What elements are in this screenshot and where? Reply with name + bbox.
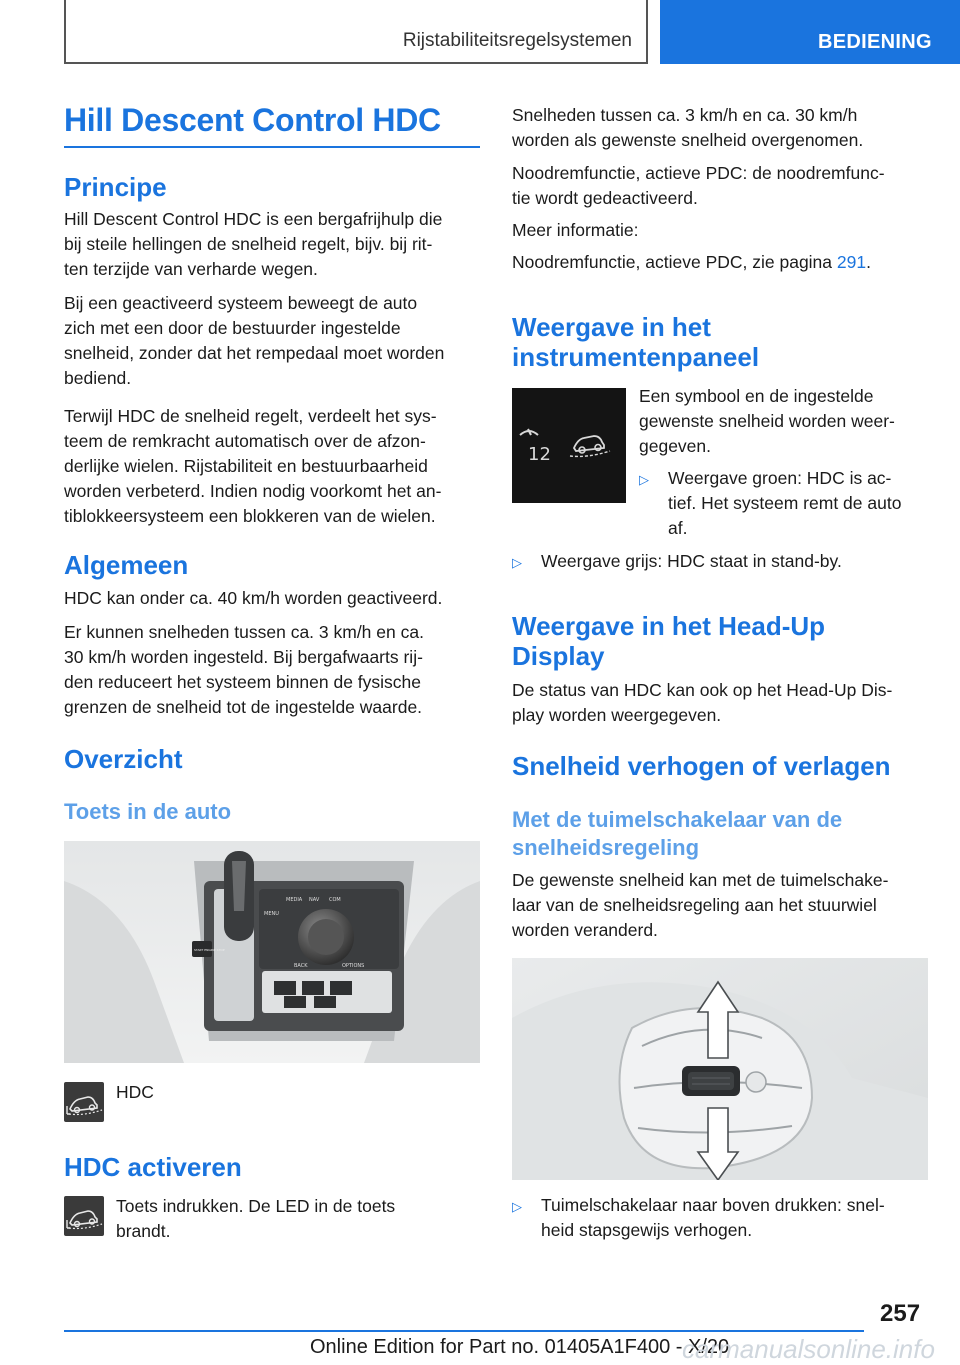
algemeen-paragraph-2: Er kunnen snelheden tussen ca. 3 km/h en ca. 30 km/h worden ingesteld. Bij bergafwaarts rij‐ den reduceert het systeem binnen de fysische grenzen de snelheid tot de ingestelde waarde. (64, 622, 424, 717)
triangle-bullet-icon: ▷ (639, 472, 649, 487)
console-label-menu: MENU (264, 911, 279, 917)
console-label-options: OPTIONS (342, 963, 365, 969)
hdc-activeren-text: Toets indrukken. De LED in de toets brandt. (116, 1196, 396, 1241)
heading-principe: Principe (64, 172, 167, 202)
console-label-media: MEDIA (286, 897, 303, 903)
footer-edition: Online Edition for Part no. 01405A1F400 - X/20 (310, 1336, 730, 1358)
header-chapter-tab[interactable] (660, 0, 960, 64)
hdc-icon-caption (64, 1082, 104, 1122)
instrument-bullet-1: ▷ Weergave groen: HDC is ac‐ tief. Het systeem remt de auto af. (639, 468, 902, 538)
footer-rule (64, 1330, 864, 1332)
subheading-tuimelschakelaar: Met de tuimelschakelaar van de snelheidsregeling (512, 807, 843, 860)
console-label-com: COM (329, 897, 341, 903)
header-chapter-title: BEDIENING (818, 31, 932, 53)
header-section-title: Rijstabiliteitsregelsystemen (402, 30, 632, 51)
center-console-image (64, 841, 480, 1063)
speed-text: De gewenste snelheid kan met de tuimelschake‐ laar van de snelheidsregeling aan het stuurwiel worden veranderd. (512, 870, 889, 940)
instrument-text: Een symbool en de ingestelde gewenste snelheid worden weer‐ gegeven. (639, 386, 895, 456)
page-title: Hill Descent Control HDC (64, 102, 441, 138)
page-link-291[interactable]: 291 (836, 252, 867, 272)
instrument-speed-value: 12 (528, 444, 551, 465)
console-label-start: START ENGINE STOP (194, 948, 225, 952)
principe-paragraph-1: Hill Descent Control HDC is een bergafrijhulp die bij steile hellingen de snelheid regelt, bijv. bij rit‐ ten terzijde van verharde wegen. (64, 209, 443, 279)
heading-instrumentenpaneel: Weergave in het instrumentenpaneel (512, 312, 760, 372)
subheading-toets: Toets in de auto (64, 799, 232, 824)
right-paragraph-4: Noodremfunctie, actieve PDC, zie pagina 291. (512, 252, 871, 272)
hud-text: De status van HDC kan ook op het Head-Up Dis‐ play worden weergegeven. (512, 680, 893, 725)
instrument-bullet-2: ▷ Weergave grijs: HDC staat in stand-by. (512, 549, 932, 574)
heading-algemeen: Algemeen (64, 550, 189, 580)
principe-paragraph-2: Bij een geactiveerd systeem beweegt de auto zich met een door de bestuurder ingestelde snelheid, zonder dat het rempedaal moet worden bediend. (64, 293, 445, 388)
page-number: 257 (880, 1300, 921, 1327)
header-section-box (64, 0, 648, 64)
right-paragraph-2: Noodremfunctie, actieve PDC: de noodremfunc‐ tie wordt gedeactiveerd. (512, 163, 885, 208)
console-label-nav: NAV (309, 897, 320, 903)
hdc-icon-activate (64, 1196, 104, 1236)
right-paragraph-1: Snelheden tussen ca. 3 km/h en ca. 30 km/h worden als gewenste snelheid overgenomen. (512, 105, 864, 150)
hdc-car-slope-icon (64, 1082, 104, 1122)
heading-overzicht: Overzicht (64, 744, 183, 774)
triangle-bullet-icon: ▷ (512, 1199, 522, 1214)
title-rule (64, 146, 480, 148)
algemeen-paragraph-1: HDC kan onder ca. 40 km/h worden geactiveerd. (64, 588, 443, 608)
triangle-bullet-icon: ▷ (512, 555, 522, 570)
instrument-display-image (512, 388, 626, 503)
steering-wheel-switch-image (512, 958, 928, 1180)
hdc-car-slope-icon (64, 1196, 104, 1236)
console-label-back: BACK (294, 963, 308, 969)
hdc-caption-text: HDC (116, 1082, 154, 1102)
heading-hdc-activeren: HDC activeren (64, 1152, 242, 1182)
watermark: carmanualsonline.info (682, 1334, 935, 1364)
right-paragraph-3: Meer informatie: (512, 220, 639, 240)
principe-paragraph-3: Terwijl HDC de snelheid regelt, verdeelt het sys‐ teem de remkracht automatisch over de afzon‐ derlijke wielen. Rijstabiliteit en bestuurbaarheid worden verbeterd. Indien nodig voorkomt het an‐ tiblokkeersysteem een blokkeren van de wielen. (64, 406, 442, 526)
heading-snelheid: Snelheid verhogen of verlagen (512, 751, 891, 781)
heading-head-up-display: Weergave in het Head-Up Display (512, 611, 826, 671)
speed-bullet-1: ▷ Tuimelschakelaar naar boven drukken: snel‐ heid stapsgewijs verhogen. (512, 1195, 885, 1240)
